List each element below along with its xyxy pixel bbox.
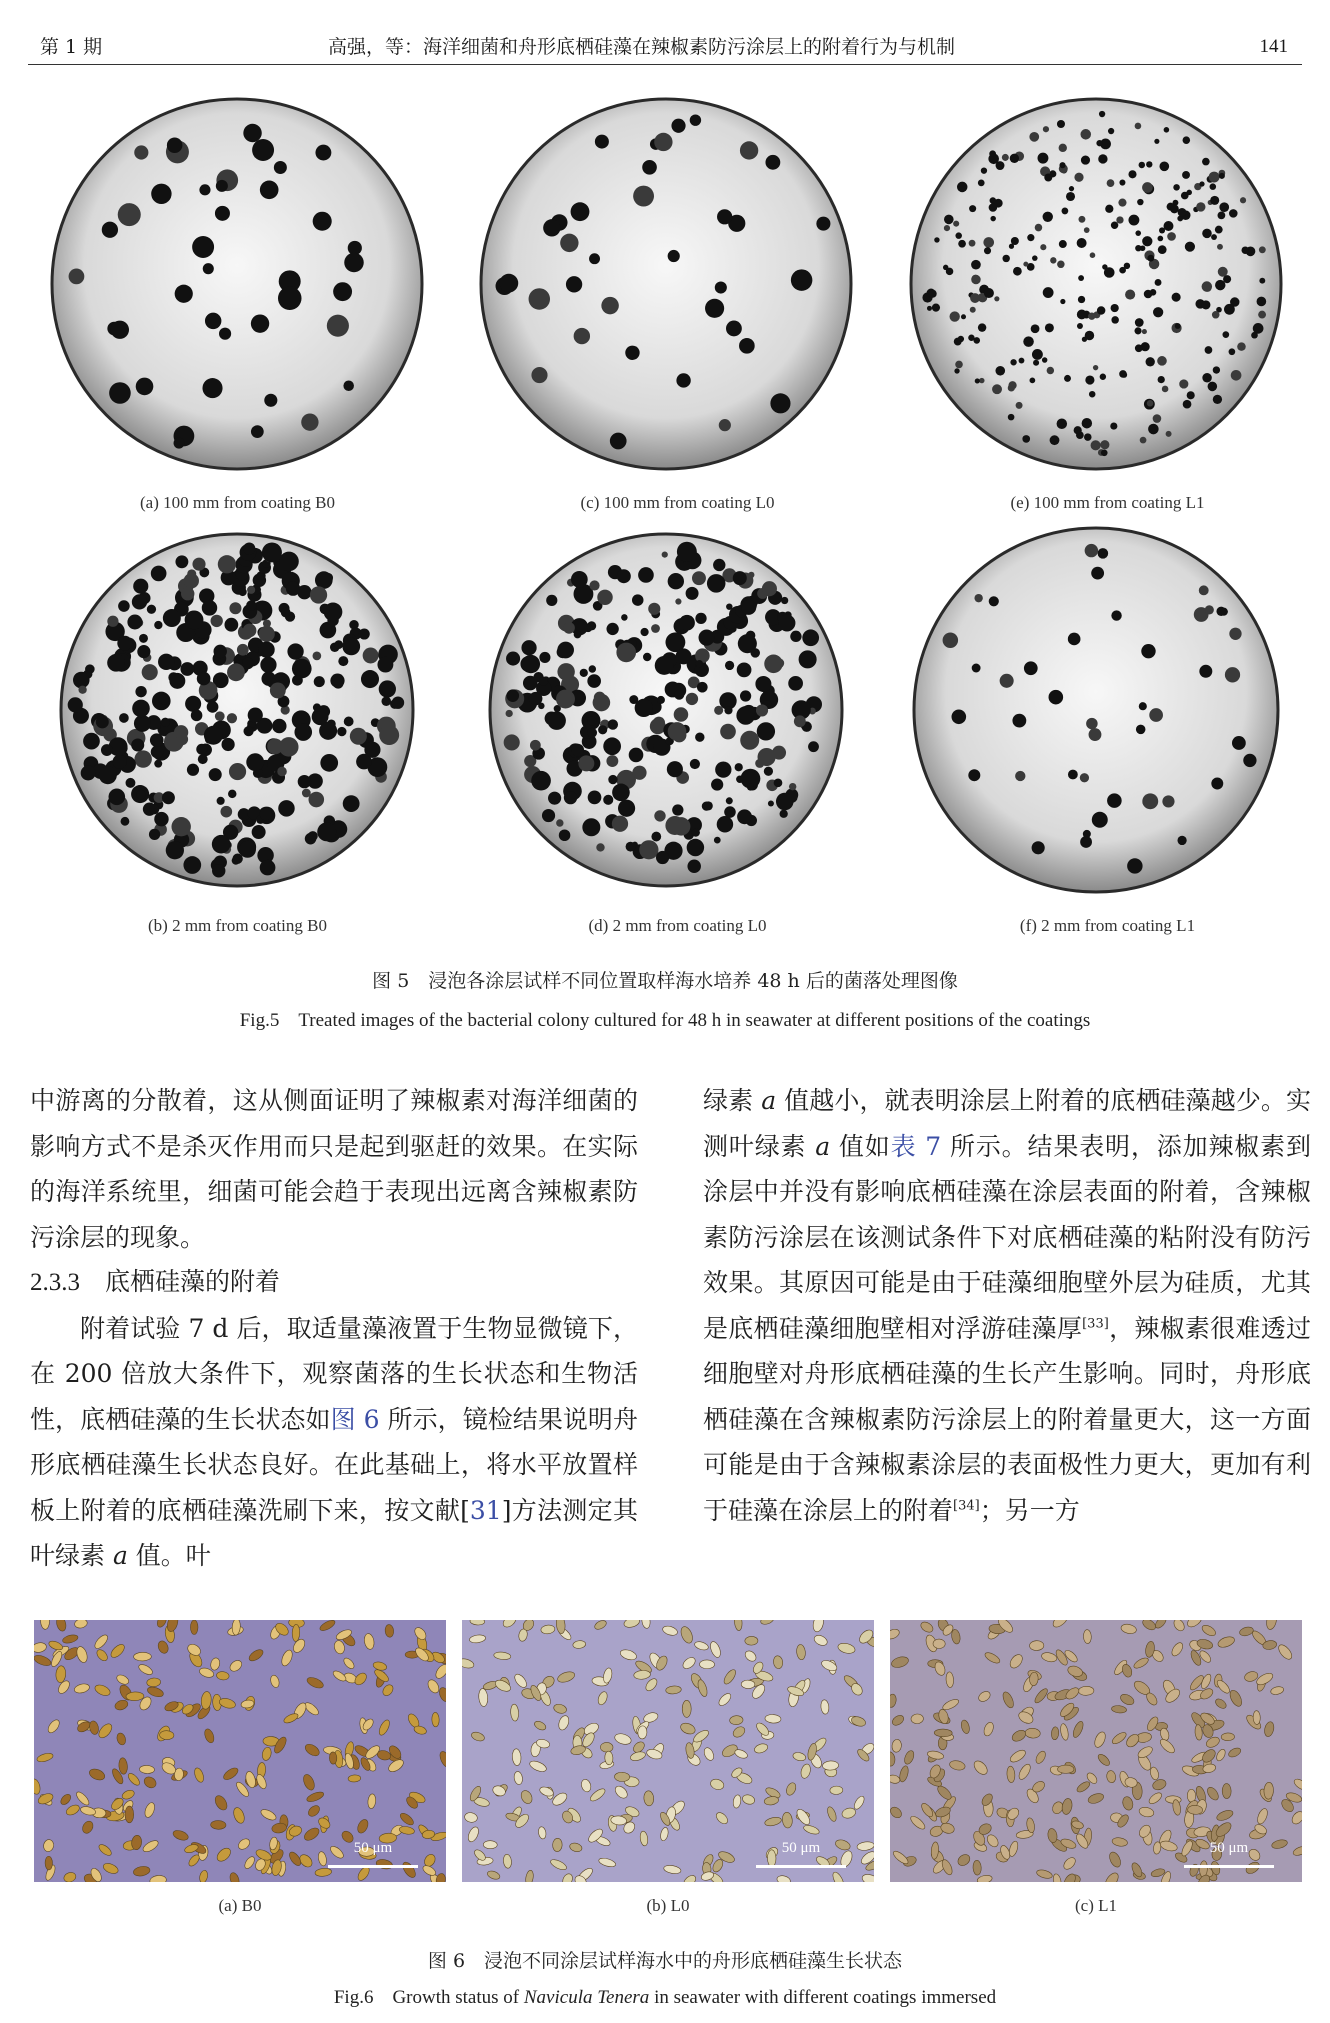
- petri-dish-image: [490, 534, 842, 886]
- micrograph-b0: [34, 1620, 446, 1882]
- page-number: 141: [1259, 36, 1288, 57]
- petri-dish-image: [914, 528, 1278, 892]
- left-text-column: [30, 1078, 638, 1579]
- running-title: 高强，等：海洋细菌和舟形底栖硅藻在辣椒素防污涂层上的附着行为与机制: [328, 36, 956, 58]
- issue-number: 第 1 期: [40, 36, 103, 58]
- fig6-caption-en: Fig.6 Growth status of Navicula Tenera in seawater with different coatings immersed: [333, 1987, 997, 2008]
- left-paragraph-2: 附着试验 7 d 后，取适量藻液置于生物显微镜下，在 200 倍放大条件下，观察菌落的生长状态和生物活性，底栖硅藻的生长状态如图 6 所示，镜检结果说明舟形底栖硅藻生长状态良好。在此基础上，将水平放置样板上附着的底栖硅藻洗刷下来，按文献[31]方法测定其叶绿素 a 值。叶: [30, 1313, 638, 1570]
- fig5-caption-b: (b) 2 mm from coating B0: [148, 916, 327, 935]
- scale-bar: 50 μm: [1184, 1840, 1274, 1870]
- citation-33[interactable]: [33]: [1082, 1316, 1109, 1332]
- fig5-caption-f: (f) 2 mm from coating L1: [1019, 916, 1196, 935]
- petri-dish-image: [911, 99, 1281, 469]
- petri-dish-image: [61, 534, 413, 886]
- figure-6-link[interactable]: 图 6: [330, 1404, 380, 1434]
- petri-dish-image: [52, 99, 422, 469]
- fig6-caption-b: (b) L0: [646, 1896, 690, 1915]
- fig5-caption-a: (a) 100 mm from coating B0: [140, 493, 335, 512]
- fig5-caption-d: (d) 2 mm from coating L0: [588, 916, 767, 935]
- fig6-caption-c: (c) L1: [1074, 1896, 1117, 1915]
- left-paragraph-1: 中游离的分散着，这从侧面证明了辣椒素对海洋细菌的影响方式不是杀灭作用而只是起到驱赶的效果。在实际的海洋系统里，细菌可能会趋于表现出远离含辣椒素防污涂层的现象。: [30, 1086, 638, 1252]
- section-heading-2-3-3: 2.3.3 底栖硅藻的附着: [30, 1269, 281, 1296]
- right-text-column: [703, 1078, 1311, 1533]
- fig5-caption-en: Fig.5 Treated images of the bacterial colony cultured for 48 h in seawater at different positions of the coatings: [239, 1010, 1091, 1031]
- micrograph-l1: [890, 1620, 1302, 1882]
- fig5-caption-cn: 图 5 浸泡各涂层试样不同位置取样海水培养 48 h 后的菌落处理图像: [372, 970, 958, 992]
- fig5-caption-c: (c) 100 mm from coating L0: [580, 493, 775, 512]
- scale-bar: 50 μm: [756, 1840, 846, 1870]
- right-paragraph: 绿素 a 值越小，就表明涂层上附着的底栖硅藻越少。实测叶绿素 a 值如表 7 所示。结果表明，添加辣椒素到涂层中并没有影响底栖硅藻在涂层表面的附着，含辣椒素防污涂层在该测试条件下对底栖硅藻的粘附没有防污效果。其原因可能是由于硅藻细胞壁外层为硅质，尤其是底栖硅藻细胞壁相对浮游硅藻厚[33]，辣椒素很难透过细胞壁对舟形底栖硅藻的生长产生影响。同时，舟形底栖硅藻在含辣椒素防污涂层上的附着量更大，这一方面可能是由于含辣椒素涂层的表面极性力更大，更加有利于硅藻在涂层上的附着[34]；另一方: [703, 1086, 1312, 1525]
- petri-dish-image: [481, 99, 851, 469]
- fig5-caption-e: (e) 100 mm from coating L1: [1010, 493, 1205, 512]
- table-7-link[interactable]: 表 7: [890, 1131, 942, 1161]
- scale-bar: 50 μm: [328, 1840, 418, 1870]
- citation-34[interactable]: [34]: [953, 1498, 980, 1514]
- fig6-caption-cn: 图 6 浸泡不同涂层试样海水中的舟形底栖硅藻生长状态: [427, 1950, 903, 1972]
- reference-31-link[interactable]: 31: [469, 1495, 502, 1525]
- micrograph-l0: [462, 1620, 874, 1882]
- fig6-caption-a: (a) B0: [218, 1896, 262, 1915]
